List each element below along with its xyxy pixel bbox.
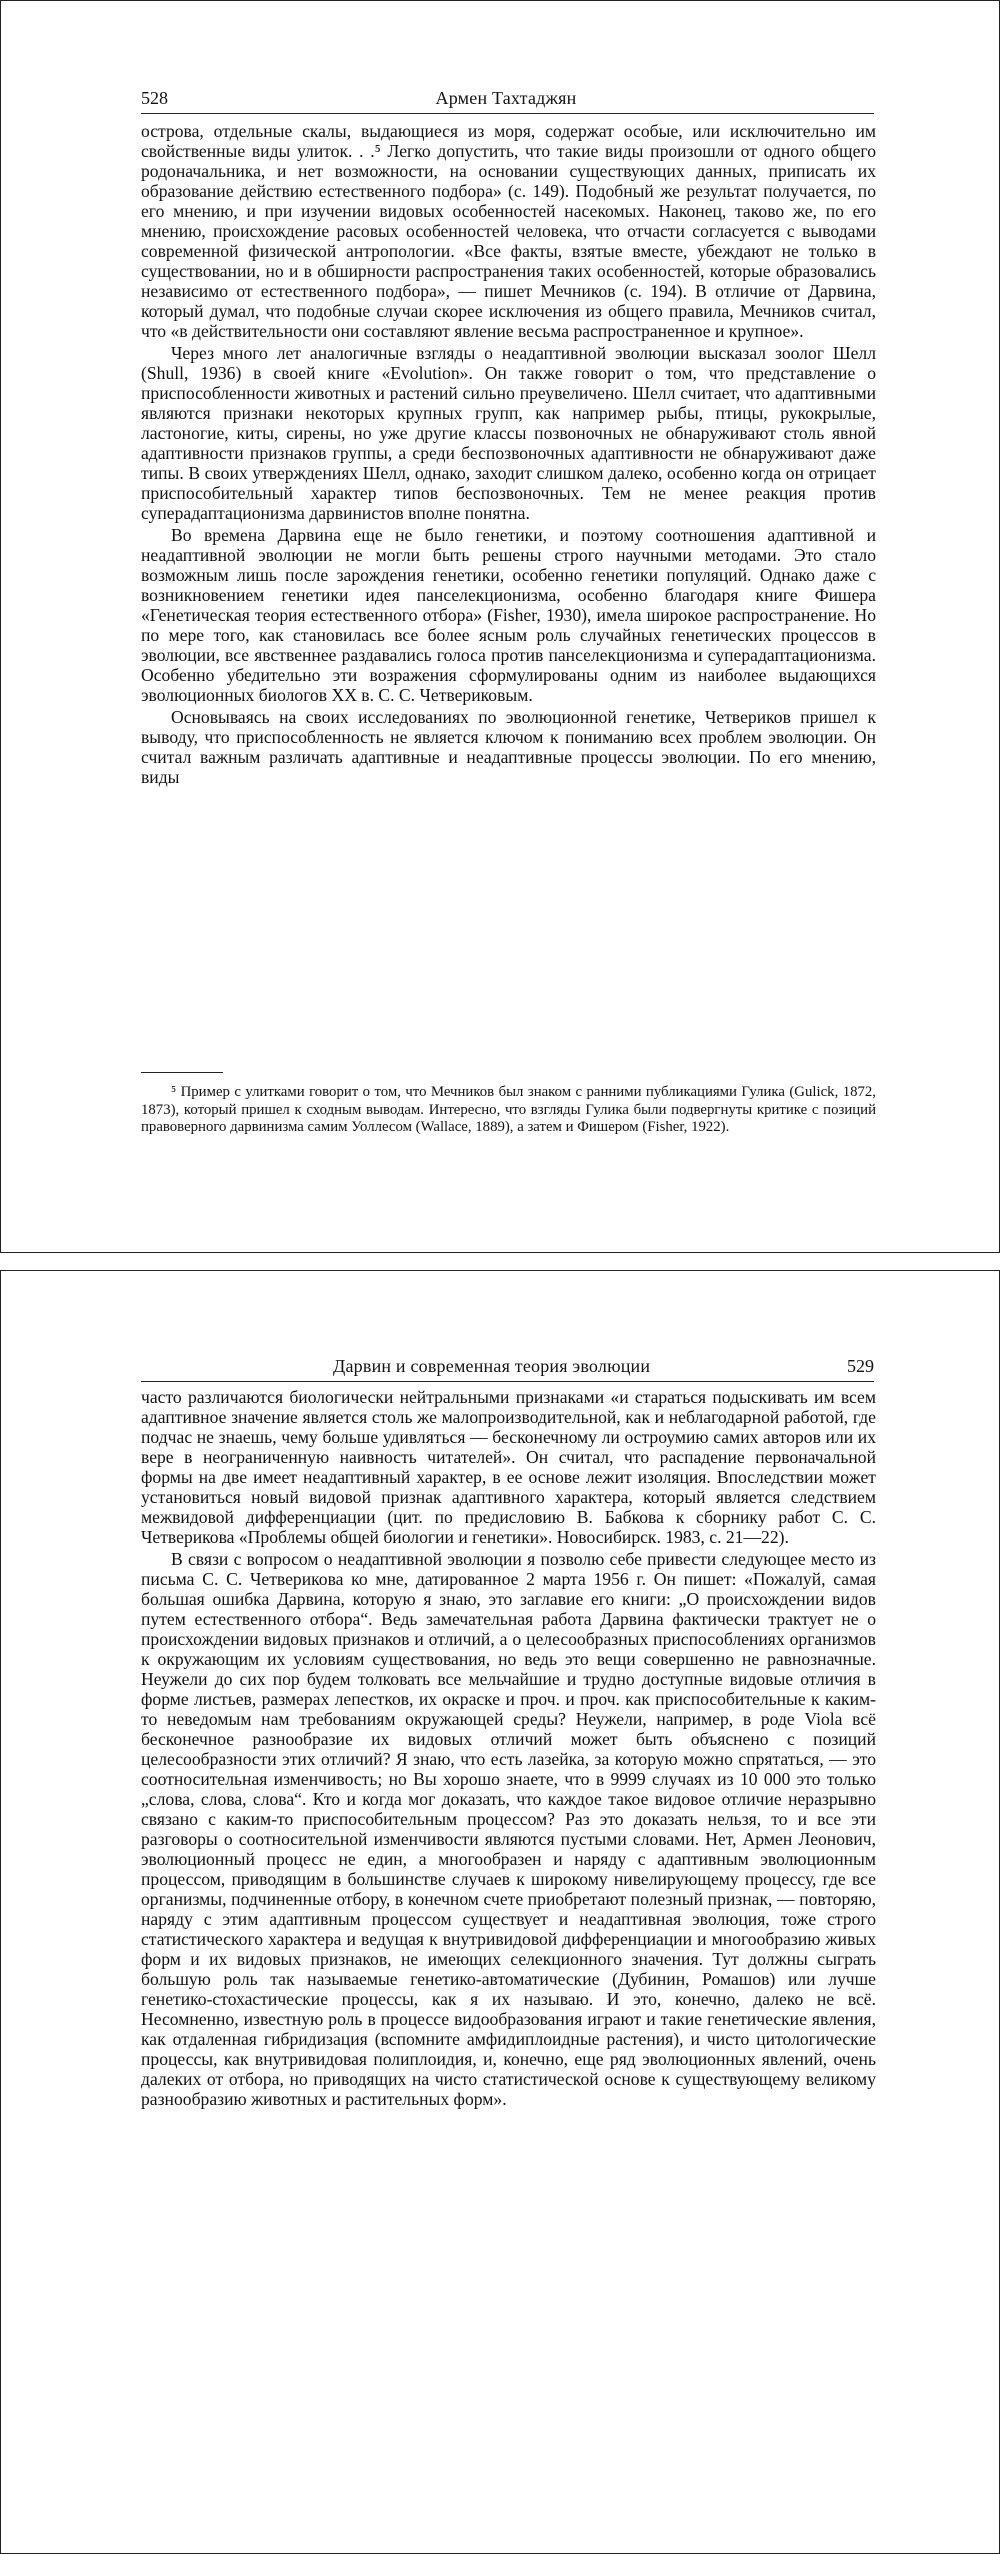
paragraph: Основываясь на своих исследованиях по эволюционной генетике, Четвериков пришел к выводу, что приспособленность не является ключом к пониманию всех проблем эволюции. Он считал важным различать адаптивные и неадаптивные процессы эволюции. По его мнению, виды bbox=[141, 707, 876, 787]
page-left bbox=[0, 0, 1000, 1253]
page-number: 528 bbox=[141, 88, 168, 108]
running-head bbox=[141, 1355, 874, 1382]
footnote: ⁵ Пример с улитками говорит о том, что Мечников был знаком с ранними публикациями Гулика (Gulick, 1872, 1873), который пришел к сходным выводам. Интересно, что взгляды Гулика были подвергнуты критике с позиций правоверного дарвинизма самим Уоллесом (Wallace, 1889), а затем и Фишером (Fisher, 1922). bbox=[141, 1084, 876, 1135]
running-head-title: Дарвин и современная теория эволюции bbox=[333, 1356, 651, 1376]
running-head-title: Армен Тахтаджян bbox=[435, 88, 577, 108]
paragraph: Через много лет аналогичные взгляды о неадаптивной эволюции высказал зоолог Шелл (Shull, 1936) в своей книге «Evolution». Он также говорит о том, что представление о приспособленности животных и растений сильно преувеличено. Шелл считает, что адаптивными являются признаки некоторых крупных групп, как например рыбы, птицы, рукокрылые, ластоногие, киты, сирены, но уже другие классы позвоночных не обнаруживают столь явной адаптивности признаков группы, а среди беспозвоночных адаптивности не обнаруживают даже типы. В своих утверждениях Шелл, однако, заходит слишком далеко, особенно когда он отрицает приспособительный характер типов беспозвоночных. Тем не менее реакция против суперадаптационизма дарвинистов вполне понятна. bbox=[141, 343, 876, 523]
paragraph: Во времена Дарвина еще не было генетики, и поэтому соотношения адаптивной и неадаптивной эволюции не могли быть решены строго научными методами. Это стало возможным лишь после зарождения генетики, особенно генетики популяций. Однако даже с возникновением генетики идея панселекционизма, особенно благодаря книге Фишера «Генетическая теория естественного отбора» (Fisher, 1930), имела широкое распространение. Но по мере того, как становилась все более ясным роль случайных генетических процессов в эволюции, все явственнее раздавались голоса против панселекционизма и суперадаптационизма. Особенно убедительно эти возражения сформулированы одним из наиболее выдающихся эволюционных биологов XX в. С. С. Четвериковым. bbox=[141, 525, 876, 705]
body-text bbox=[141, 1387, 876, 2109]
page-right bbox=[0, 1270, 1000, 2554]
page-number: 529 bbox=[847, 1356, 874, 1376]
paragraph: В связи с вопросом о неадаптивной эволюции я позволю себе привести следующее место из письма С. С. Четверикова ко мне, датированное 2 марта 1956 г. Он пишет: «Пожалуй, самая большая ошибка Дарвина, которую я знаю, это заглавие его книги: „О происхождении видов путем естественного отбора“. Ведь замечательная работа Дарвина фактически трактует не о происхождении видовых признаков и отличий, а о целесообразных приспособлениях организмов к окружающим их условиям существования, но ведь это вещи совершенно не равнозначные. Неужели до сих пор будем толковать все мельчайшие и трудно доступные видовые отличия в форме листьев, размерах лепестков, их окраске и проч. и проч. как приспособительные к каким-то неведомым нам требованиям окружающей среды? Неужели, например, в роде Viola всё бесконечное разнообразие их видовых отличий может быть объяснено с позиций целесообразности этих отличий? Я знаю, что есть лазейка, за которую можно спрятаться, — это соотносительная изменчивость; но Вы хорошо знаете, что в 9999 случаях из 10 000 это только „слова, слова, слова“. Кто и когда мог доказать, что каждое такое видовое отличие неразрывно связано с каким-то приспособительным процессом? Раз это доказать нельзя, то и все эти разговоры о соотносительной изменчивости являются пустыми словами. Нет, Армен Леонович, эволюционный процесс не един, а многообразен и наряду с адаптивным эволюционным процессом, приводящим в большинстве случаев к широкому нивелирующему процессу, где все организмы, подчиненные отбору, в конечном счете приобретают полезный признак, — повторяю, наряду с этим адаптивным процессом существует и неадаптивная эволюция, тоже строго статистического характера и ведущая к внутривидовой дифференциации и многообразию живых форм и их видовых признаков, не имеющих селекционного значения. Тут должны сыграть большую роль так называемые генетико-автоматические (Дубинин, Ромашов) или лучше генетико-стохастические процессы, как я их называю. И это, конечно, далеко не всё. Несомненно, известную роль в процессе видообразования играют и такие генетические явления, как отдаленная гибридизация (вспомните амфидиплоидные растения), и чисто цитологические процессы, как внутривидовая полиплоидия, и, конечно, еще ряд эволюционных явлений, очень далеких от отбора, но приводящих на чисто статистической основе к существующему великому разнообразию животных и растительных форм». bbox=[141, 1549, 876, 2109]
page-gap bbox=[0, 1253, 1002, 1270]
paragraph: острова, отдельные скалы, выдающиеся из моря, содержат особые, или исключительно им свойственные виды улиток. . .⁵ Легко допустить, что такие виды произошли от одного общего родоначальника, и нет возможности, на основании существующих данных, приписать их образование действию естественного подбора» (с. 149). Подобный же результат получается, по его мнению, и при изучении видовых особенностей насекомых. Наконец, таково же, по его мнению, происхождение расовых особенностей человека, что отчасти согласуется с выводами современной физической антропологии. «Все факты, взятые вместе, убеждают не только в существовании, но и в обширности распространения таких особенностей, которые образовались независимо от естественного подбора», — пишет Мечников (с. 194). В отличие от Дарвина, который думал, что подобные случаи скорее исключения из общего правила, Мечников считал, что «в действительности они составляют явление весьма распространенное и крупное». bbox=[141, 121, 876, 341]
running-head bbox=[141, 87, 874, 114]
body-text bbox=[141, 121, 876, 787]
footnote-rule bbox=[141, 1072, 223, 1073]
paragraph: часто различаются биологически нейтральными признаками «и стараться подыскивать им всем адаптивное значение является столь же малопроизводительной, как и неблагодарной работой, где подчас не знаешь, чему больше удивляться — бесконечному ли остроумию самих авторов или их вере в неограниченную наивность читателей». Он считал, что распадение первоначальной формы на две имеет неадаптивный характер, в ее основе лежит изоляция. Впоследствии может установиться новый видовой признак адаптивного характера, который является следствием межвидовой дифференциации (цит. по предисловию В. Бабкова к сборнику работ С. С. Четверикова «Проблемы общей биологии и генетики». Новосибирск. 1983, с. 21—22). bbox=[141, 1387, 876, 1547]
